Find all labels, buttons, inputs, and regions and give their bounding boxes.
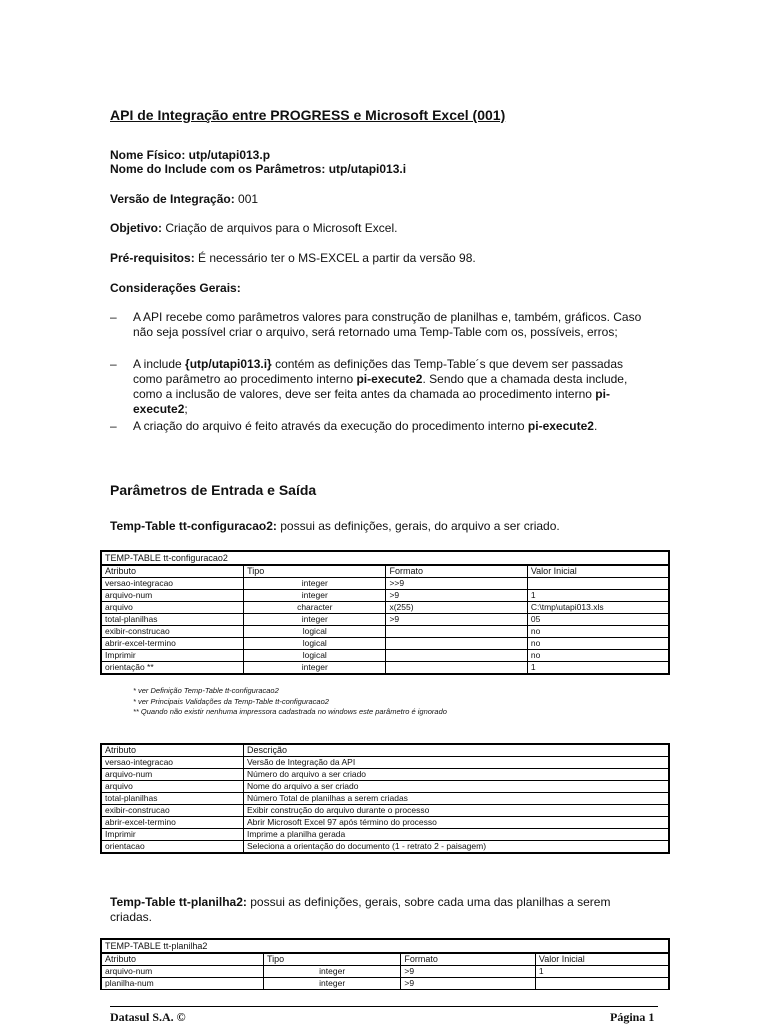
cell-valor: 1 xyxy=(527,662,669,675)
consideracoes-heading: Considerações Gerais: xyxy=(110,281,241,295)
cell-descricao: Abrir Microsoft Excel 97 após término do processo xyxy=(243,817,669,829)
tt-configuracao2-intro xyxy=(110,519,560,533)
cell-atributo: abrir-excel-termino xyxy=(101,817,243,829)
prereq-line xyxy=(110,251,476,265)
procedure-name: pi-execute2 xyxy=(133,387,610,416)
bullet-2-text xyxy=(133,357,650,417)
table-row xyxy=(101,662,669,675)
cell-atributo: versao-integracao xyxy=(101,578,244,590)
tt-planilha2-table xyxy=(100,938,670,990)
table-caption: TEMP-TABLE tt-planilha2 xyxy=(101,939,669,953)
cell-valor xyxy=(535,978,669,990)
bullet-1-text: A API recebe como parâmetros valores para construção de planilhas e, também, gráficos. Caso não seja possível criar o arquivo, será retornado uma Temp-Table com os, possíveis, erros; xyxy=(133,310,642,339)
footnote: * ver Principais Validações da Temp-Table tt-configuracao2 xyxy=(133,696,329,706)
column-header: Atributo xyxy=(101,565,244,578)
cell-valor: no xyxy=(527,638,669,650)
cell-atributo: arquivo-num xyxy=(101,769,243,781)
table-row xyxy=(101,793,669,805)
bullet-3-part: A criação do arquivo é feito através da execução do procedimento interno xyxy=(133,419,528,433)
tt-configuracao2-label: Temp-Table tt-configuracao2: xyxy=(110,519,277,533)
versao-line xyxy=(110,192,258,206)
cell-formato xyxy=(386,626,527,638)
table-row xyxy=(101,578,669,590)
cell-tipo: integer xyxy=(263,978,400,990)
bullet-dash: – xyxy=(110,419,117,433)
atributo-descricao-table xyxy=(100,743,670,854)
procedure-name: pi-execute2 xyxy=(527,419,594,433)
table-row xyxy=(101,966,669,978)
bullet-3-text xyxy=(133,419,650,434)
cell-atributo: planilha-num xyxy=(101,978,263,990)
table-row xyxy=(101,978,669,990)
nome-include: Nome do Include com os Parâmetros: utp/utapi013.i xyxy=(110,162,407,176)
tt-configuracao2-desc: possui as definições, gerais, do arquivo a ser criado. xyxy=(276,519,560,533)
cell-atributo: exibir-construcao xyxy=(101,626,244,638)
table-footnotes xyxy=(133,686,447,718)
cell-atributo: orientacao xyxy=(101,841,243,854)
cell-valor xyxy=(527,578,669,590)
column-header: Atributo xyxy=(101,953,263,966)
footer-page-number: Página 1 xyxy=(610,1010,655,1024)
table-row xyxy=(101,829,669,841)
cell-tipo: integer xyxy=(244,614,386,626)
cell-formato: >9 xyxy=(401,978,536,990)
table-row xyxy=(101,602,669,614)
column-header: Tipo xyxy=(244,565,386,578)
include-path: {utp/utapi013.i} xyxy=(185,357,272,371)
cell-descricao: Nome do arquivo a ser criado xyxy=(243,781,669,793)
table-row xyxy=(101,817,669,829)
table-row xyxy=(101,590,669,602)
cell-formato xyxy=(386,662,527,675)
cell-descricao: Número Total de planilhas a serem criadas xyxy=(243,793,669,805)
cell-tipo: integer xyxy=(244,662,386,675)
cell-atributo: arquivo-num xyxy=(101,966,263,978)
tt-planilha2-intro xyxy=(110,895,650,925)
cell-atributo: arquivo xyxy=(101,781,243,793)
cell-tipo: integer xyxy=(244,578,386,590)
cell-atributo: orientação ** xyxy=(101,662,244,675)
cell-atributo: abrir-excel-termino xyxy=(101,638,244,650)
bullet-dash: – xyxy=(110,310,117,324)
prereq-value: É necessário ter o MS-EXCEL a partir da versão 98. xyxy=(194,251,476,265)
column-header: Tipo xyxy=(263,953,400,966)
column-header: Descrição xyxy=(243,744,669,757)
document-title: API de Integração entre PROGRESS e Microsoft Excel (001) xyxy=(110,107,506,123)
column-header: Formato xyxy=(401,953,536,966)
bullet-2-part: A include xyxy=(133,357,186,371)
cell-formato xyxy=(386,638,527,650)
table-row xyxy=(101,626,669,638)
versao-value: 001 xyxy=(234,192,259,206)
table-row xyxy=(101,781,669,793)
cell-tipo: character xyxy=(244,602,386,614)
cell-valor: 1 xyxy=(535,966,669,978)
cell-valor: no xyxy=(527,650,669,662)
tt-planilha2-desc: possui as definições, gerais, sobre cada uma das planilhas a serem criadas. xyxy=(110,895,611,924)
column-header: Atributo xyxy=(101,744,243,757)
versao-label: Versão de Integração: xyxy=(110,192,235,206)
cell-tipo: integer xyxy=(244,590,386,602)
cell-valor: 1 xyxy=(527,590,669,602)
cell-valor: C:\tmp\utapi013.xls xyxy=(527,602,669,614)
tt-configuracao2-table xyxy=(100,550,670,675)
cell-formato: x(255) xyxy=(386,602,527,614)
column-header: Valor Inicial xyxy=(527,565,669,578)
cell-tipo: logical xyxy=(244,650,386,662)
footer-divider xyxy=(110,1006,658,1007)
cell-formato: >>9 xyxy=(386,578,527,590)
table-row xyxy=(101,841,669,854)
cell-atributo: arquivo xyxy=(101,602,244,614)
table-row xyxy=(101,650,669,662)
bullet-1 xyxy=(110,310,650,340)
cell-formato: >9 xyxy=(401,966,536,978)
bullet-3 xyxy=(110,419,650,434)
cell-atributo: total-planilhas xyxy=(101,614,244,626)
footnote: * ver Definição Temp-Table tt-configuracao2 xyxy=(133,686,279,695)
table-row xyxy=(101,757,669,769)
column-header: Formato xyxy=(386,565,527,578)
cell-atributo: Imprimir xyxy=(101,829,243,841)
cell-atributo: Imprimir xyxy=(101,650,244,662)
objetivo-line xyxy=(110,221,397,235)
cell-tipo: logical xyxy=(244,638,386,650)
prereq-label: Pré-requisitos: xyxy=(110,251,195,265)
cell-formato xyxy=(386,650,527,662)
cell-descricao: Versão de Integração da API xyxy=(243,757,669,769)
table-row xyxy=(101,805,669,817)
bullet-2 xyxy=(110,357,650,417)
footer-company: Datasul S.A. © xyxy=(110,1010,186,1024)
objetivo-label: Objetivo: xyxy=(110,221,163,235)
cell-formato: >9 xyxy=(386,614,527,626)
section-heading-parametros: Parâmetros de Entrada e Saída xyxy=(110,482,317,498)
table-row xyxy=(101,769,669,781)
bullet-dash: – xyxy=(110,357,117,371)
table-row xyxy=(101,638,669,650)
cell-descricao: Número do arquivo a ser criado xyxy=(243,769,669,781)
cell-atributo: total-planilhas xyxy=(101,793,243,805)
cell-atributo: versao-integracao xyxy=(101,757,243,769)
bullet-2-part: . Sendo que a chamada desta include, como a inclusão de valores, deve ser feita antes da chamada ao procedimento interno xyxy=(133,372,628,401)
cell-tipo: integer xyxy=(263,966,400,978)
table-row xyxy=(101,614,669,626)
cell-atributo: exibir-construcao xyxy=(101,805,243,817)
cell-descricao: Seleciona a orientação do documento (1 - retrato 2 - paisagem) xyxy=(243,841,669,854)
bullet-2-part: contém as definições das Temp-Table´s que devem ser passadas como parâmetro ao procedimento interno xyxy=(133,357,624,386)
cell-valor: 05 xyxy=(527,614,669,626)
cell-formato: >9 xyxy=(386,590,527,602)
column-header: Valor Inicial xyxy=(535,953,669,966)
cell-tipo: logical xyxy=(244,626,386,638)
bullet-2-part: ; xyxy=(184,402,188,416)
cell-descricao: Imprime a planilha gerada xyxy=(243,829,669,841)
procedure-name: pi-execute2 xyxy=(356,372,423,386)
cell-descricao: Exibir construção do arquivo durante o processo xyxy=(243,805,669,817)
nome-fisico: Nome Físico: utp/utapi013.p xyxy=(110,148,271,162)
cell-atributo: arquivo-num xyxy=(101,590,244,602)
bullet-3-part: . xyxy=(593,419,598,433)
footnote: ** Quando não existir nenhuma impressora cadastrada no windows este parâmetro é ignorado xyxy=(133,707,447,716)
table-caption: TEMP-TABLE tt-configuracao2 xyxy=(101,551,669,565)
objetivo-value: Criação de arquivos para o Microsoft Excel. xyxy=(162,221,398,235)
cell-valor: no xyxy=(527,626,669,638)
tt-planilha2-label: Temp-Table tt-planilha2: xyxy=(110,895,247,909)
